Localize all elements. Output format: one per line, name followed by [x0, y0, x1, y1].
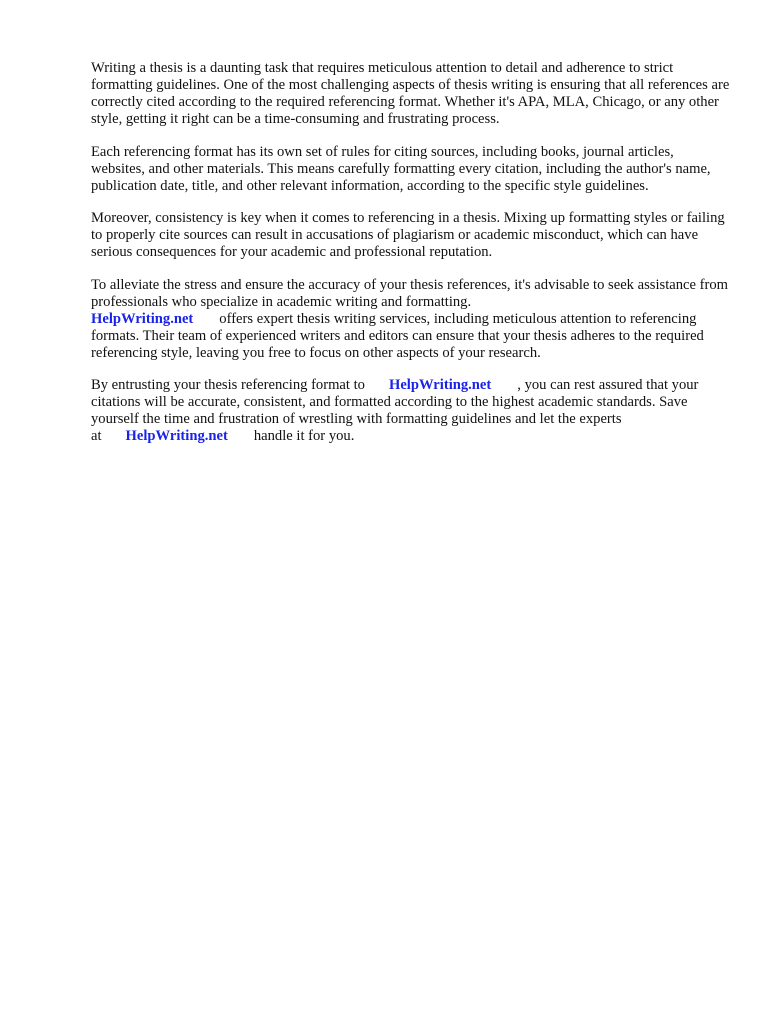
paragraph-5-text-2: , you can rest assured that your citations will be accurate, consistent, and formatted according to the highest academic standards. Save yourself the time and frustration of wrestling with formatting guidelines and let the experts at — [91, 377, 699, 444]
paragraph-2: Each referencing format has its own set of rules for citing sources, including books, journal articles, websites, and other materials. This means carefully formatting every citation, including the author's name, publication date, title, and other relevant information, according to the specific style guidelines. — [91, 143, 711, 194]
helpwriting-link[interactable]: HelpWriting.net — [91, 310, 194, 327]
paragraph-3: Moreover, consistency is key when it comes to referencing in a thesis. Mixing up formatting styles or failing to properly cite sources can result in accusations of plagiarism or academic misconduct, which can have serious consequences for your academic and professional reputation. — [91, 210, 725, 260]
document-body — [91, 60, 731, 461]
paragraph-4 — [91, 277, 731, 362]
helpwriting-link[interactable]: HelpWriting.net — [125, 428, 228, 444]
paragraph-5-text-3: handle it for you. — [253, 428, 355, 444]
paragraph-4-text-after: offers expert thesis writing services, including meticulous attention to referencing formats. Their team of experienced writers and editors can ensure that your thesis adheres to the required referencing style, leaving you free to focus on other aspects of your research. — [91, 310, 704, 361]
paragraph-1: Writing a thesis is a daunting task that requires meticulous attention to detail and adherence to strict formatting guidelines. One of the most challenging aspects of thesis writing is ensuring that all references are correctly cited according to the required referencing format. Whether it's APA, MLA, Chicago, or any other style, getting it right can be a time-consuming and frustrating process. — [91, 60, 730, 127]
paragraph-5-text-1: By entrusting your thesis referencing format to — [91, 377, 365, 393]
paragraph-4-text-before: To alleviate the stress and ensure the accuracy of your thesis references, it's advisable to seek assistance from professionals who specialize in academic writing and formatting. — [91, 276, 729, 310]
paragraph-5 — [91, 377, 731, 445]
helpwriting-link[interactable]: HelpWriting.net — [388, 377, 492, 393]
